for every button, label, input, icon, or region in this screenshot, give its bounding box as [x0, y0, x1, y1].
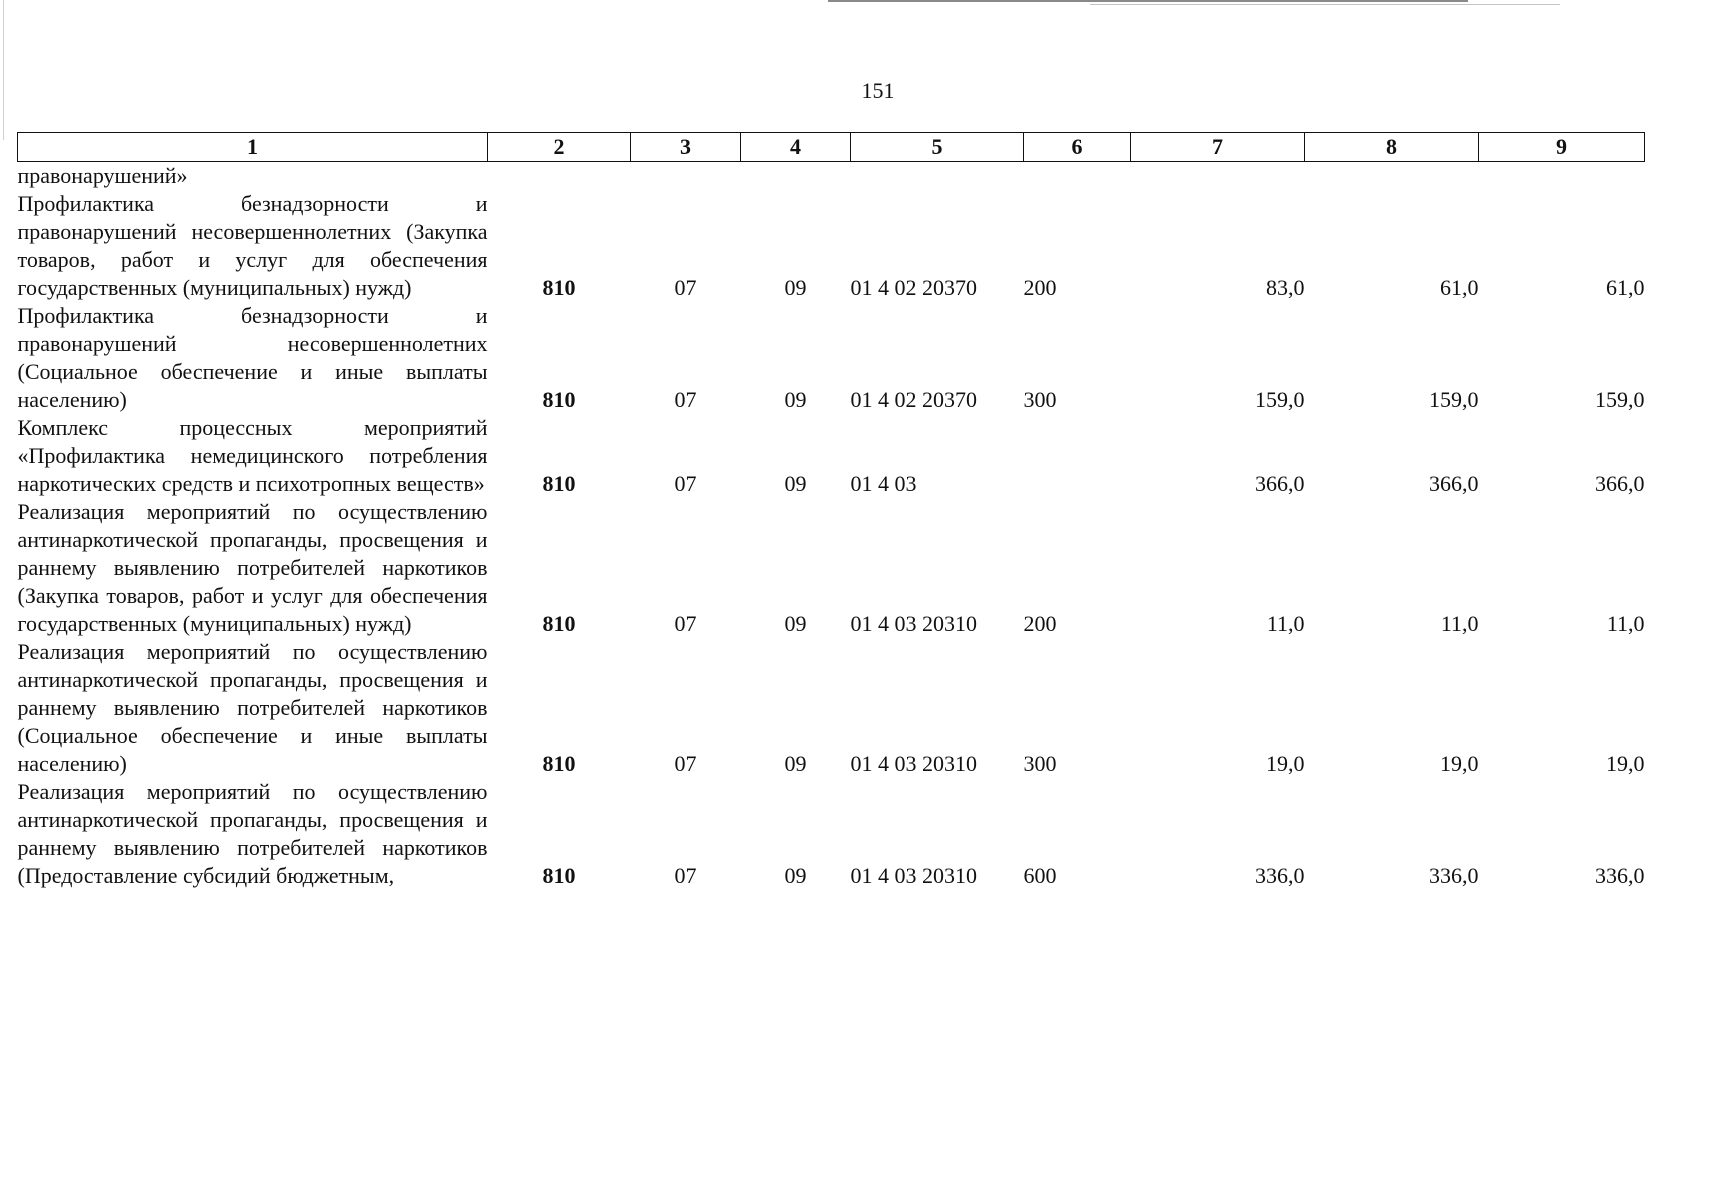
- cell-amount-col7: 83,0: [1266, 275, 1305, 300]
- cell-amount-col7: 366,0: [1255, 471, 1305, 496]
- cell-target-article: [851, 162, 1024, 191]
- cell-expense-type: 300: [1023, 387, 1057, 412]
- cell-amount-col7: [1131, 162, 1305, 191]
- cell-subsection: 09: [784, 275, 807, 300]
- cell-amount-col8: [1305, 162, 1479, 191]
- cell-expense-type: 300: [1023, 751, 1057, 776]
- budget-table: [17, 132, 1645, 890]
- column-header-5: 5: [851, 133, 1024, 162]
- cell-ministry-code: [488, 162, 631, 191]
- cell-amount-col8: 159,0: [1429, 387, 1479, 412]
- row-description: Профилактика безнадзорности и правонарушений несовершеннолетних (Закупка товаров, работ и услуг для обеспечения государственных (муниципальных) нужд): [17, 191, 488, 300]
- cell-section: 07: [674, 471, 697, 496]
- scan-artifact-line: [828, 0, 1468, 2]
- row-description: Реализация мероприятий по осуществлению антинаркотической пропаганды, просвещения и раннему выявлению потребителей наркотиков (Закупка товаров, работ и услуг для обеспечения государственных (муниципальных) нужд): [17, 499, 488, 636]
- cell-amount-col9: 11,0: [1606, 611, 1645, 636]
- cell-target-article: 01 4 03: [850, 471, 917, 496]
- table-row: [18, 778, 1645, 890]
- cell-target-article: 01 4 03 20310: [850, 611, 977, 636]
- cell-section: 07: [674, 387, 697, 412]
- cell-amount-col9: 61,0: [1606, 275, 1645, 300]
- cell-amount-col9: 366,0: [1595, 471, 1645, 496]
- cell-expense-type: 200: [1023, 611, 1057, 636]
- cell-amount-col8: 61,0: [1440, 275, 1479, 300]
- table-header-row: [18, 133, 1645, 162]
- cell-subsection: 09: [784, 387, 807, 412]
- cell-subsection: 09: [784, 751, 807, 776]
- row-description: Профилактика безнадзорности и правонарушений несовершеннолетних (Социальное обеспечение и иные выплаты населению): [17, 303, 488, 412]
- cell-target-article: 01 4 02 20370: [850, 275, 977, 300]
- cell-ministry-code: 810: [542, 275, 576, 300]
- cell-expense-type: 600: [1023, 863, 1057, 888]
- cell-target-article: 01 4 03 20310: [850, 751, 977, 776]
- table-row: [18, 162, 1645, 191]
- cell-ministry-code: 810: [542, 863, 576, 888]
- cell-subsection: [741, 162, 851, 191]
- cell-subsection: 09: [784, 471, 807, 496]
- cell-amount-col7: 336,0: [1255, 863, 1305, 888]
- cell-amount-col9: 159,0: [1595, 387, 1645, 412]
- cell-amount-col8: 19,0: [1440, 751, 1479, 776]
- page-number: 151: [861, 78, 895, 103]
- scan-artifact-line: [1090, 4, 1560, 5]
- cell-ministry-code: 810: [542, 387, 576, 412]
- table-row: [18, 498, 1645, 638]
- cell-ministry-code: 810: [542, 471, 576, 496]
- scan-artifact-edge: [3, 0, 4, 140]
- cell-section: 07: [674, 751, 697, 776]
- row-description: Реализация мероприятий по осуществлению антинаркотической пропаганды, просвещения и раннему выявлению потребителей наркотиков (Предоставление субсидий бюджетным,: [17, 779, 488, 888]
- cell-amount-col7: 159,0: [1255, 387, 1305, 412]
- cell-section: 07: [674, 275, 697, 300]
- row-description: Комплекс процессных мероприятий «Профилактика немедицинского потребления наркотических средств и психотропных веществ»: [17, 415, 488, 496]
- column-header-2: 2: [488, 133, 631, 162]
- column-header-8: 8: [1305, 133, 1479, 162]
- cell-expense-type: [1024, 414, 1131, 498]
- cell-target-article: 01 4 02 20370: [850, 387, 977, 412]
- column-header-1: 1: [18, 133, 488, 162]
- cell-amount-col8: 11,0: [1440, 611, 1479, 636]
- cell-amount-col8: 366,0: [1429, 471, 1479, 496]
- column-header-4: 4: [741, 133, 851, 162]
- column-header-6: 6: [1024, 133, 1131, 162]
- cell-amount-col9: [1479, 162, 1645, 191]
- table-row: [18, 638, 1645, 778]
- cell-expense-type: [1024, 162, 1131, 191]
- column-header-3: 3: [631, 133, 741, 162]
- row-description: правонарушений»: [17, 163, 188, 188]
- cell-section: 07: [674, 863, 697, 888]
- cell-section: [631, 162, 741, 191]
- cell-ministry-code: 810: [542, 751, 576, 776]
- cell-section: 07: [674, 611, 697, 636]
- cell-amount-col7: 19,0: [1266, 751, 1305, 776]
- cell-expense-type: 200: [1023, 275, 1057, 300]
- table-row: [18, 190, 1645, 302]
- column-header-7: 7: [1131, 133, 1305, 162]
- cell-amount-col7: 11,0: [1266, 611, 1305, 636]
- cell-subsection: 09: [784, 611, 807, 636]
- cell-amount-col9: 19,0: [1606, 751, 1645, 776]
- cell-ministry-code: 810: [542, 611, 576, 636]
- cell-target-article: 01 4 03 20310: [850, 863, 977, 888]
- table-row: [18, 302, 1645, 414]
- cell-amount-col8: 336,0: [1429, 863, 1479, 888]
- table-row: [18, 414, 1645, 498]
- column-header-9: 9: [1479, 133, 1645, 162]
- row-description: Реализация мероприятий по осуществлению антинаркотической пропаганды, просвещения и раннему выявлению потребителей наркотиков (Социальное обеспечение и иные выплаты населению): [17, 639, 488, 776]
- cell-subsection: 09: [784, 863, 807, 888]
- cell-amount-col9: 336,0: [1595, 863, 1645, 888]
